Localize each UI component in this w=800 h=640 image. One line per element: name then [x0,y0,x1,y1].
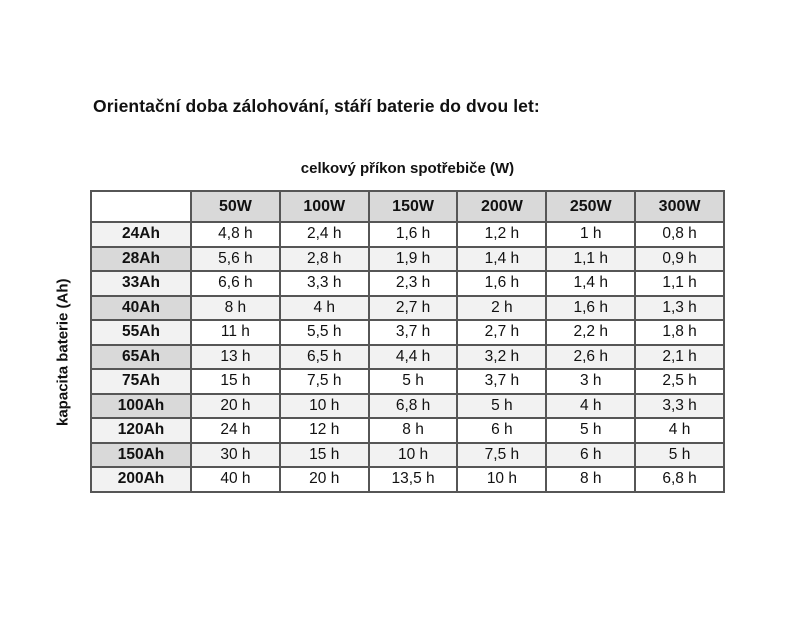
table-cell: 1,6 h [457,271,546,296]
column-header-250w: 250W [546,191,635,222]
table-cell: 5,5 h [280,320,369,345]
table-row [91,418,724,443]
table-cell: 3,3 h [635,394,724,419]
table-cell: 1,1 h [635,271,724,296]
table-cell: 4 h [635,418,724,443]
table-cell: 0,8 h [635,222,724,247]
table-cell: 5,6 h [191,247,280,272]
table-cell: 24 h [191,418,280,443]
row-label: 55Ah [91,320,191,345]
table-cell: 15 h [191,369,280,394]
column-header-200w: 200W [457,191,546,222]
table-cell: 3,2 h [457,345,546,370]
column-header-50w: 50W [191,191,280,222]
table-cell: 40 h [191,467,280,492]
table-cell: 1 h [546,222,635,247]
row-label: 120Ah [91,418,191,443]
table-cell: 12 h [280,418,369,443]
table-cell: 5 h [369,369,458,394]
table-cell: 4 h [546,394,635,419]
table-cell: 5 h [546,418,635,443]
table-cell: 5 h [457,394,546,419]
table-row [91,320,724,345]
table-cell: 3,3 h [280,271,369,296]
table-cell: 2,6 h [546,345,635,370]
table-cell: 1,4 h [457,247,546,272]
column-header-300w: 300W [635,191,724,222]
table-cell: 6,8 h [635,467,724,492]
table-cell: 6 h [457,418,546,443]
table-row [91,271,724,296]
column-header-150w: 150W [369,191,458,222]
table-row [91,394,724,419]
table-cell: 1,9 h [369,247,458,272]
row-label: 28Ah [91,247,191,272]
table-cell: 2,3 h [369,271,458,296]
backup-time-table [90,190,725,493]
table-row [91,467,724,492]
table-cell: 13,5 h [369,467,458,492]
row-label: 150Ah [91,443,191,468]
table-cell: 6,5 h [280,345,369,370]
table-cell: 20 h [280,467,369,492]
row-label: 75Ah [91,369,191,394]
table-row [91,345,724,370]
table-cell: 6,8 h [369,394,458,419]
table-cell: 2,7 h [369,296,458,321]
row-label: 40Ah [91,296,191,321]
table-cell: 2 h [457,296,546,321]
table-cell: 0,9 h [635,247,724,272]
table-cell: 1,2 h [457,222,546,247]
table-cell: 30 h [191,443,280,468]
table-cell: 1,4 h [546,271,635,296]
table-cell: 2,8 h [280,247,369,272]
rows-axis-label: kapacita baterie (Ah) [54,278,72,426]
table-cell: 3,7 h [369,320,458,345]
table-row [91,369,724,394]
table-cell: 2,4 h [280,222,369,247]
column-header-100w: 100W [280,191,369,222]
table-cell: 7,5 h [457,443,546,468]
table-cell: 2,7 h [457,320,546,345]
table-cell: 3,7 h [457,369,546,394]
table-row [91,247,724,272]
table-cell: 11 h [191,320,280,345]
table-cell: 6,6 h [191,271,280,296]
table-cell: 4,4 h [369,345,458,370]
table-cell: 13 h [191,345,280,370]
table-cell: 1,3 h [635,296,724,321]
table-cell: 1,8 h [635,320,724,345]
page-title: Orientační doba zálohování, stáří baterie do dvou let: [93,96,540,116]
table-cell: 2,2 h [546,320,635,345]
table-cell: 4,8 h [191,222,280,247]
row-label: 200Ah [91,467,191,492]
table-cell: 7,5 h [280,369,369,394]
table-row [91,222,724,247]
table-cell: 1,6 h [546,296,635,321]
table-cell: 4 h [280,296,369,321]
corner-cell [91,191,191,222]
table-cell: 2,5 h [635,369,724,394]
table-cell: 3 h [546,369,635,394]
table-row [91,443,724,468]
table-cell: 10 h [457,467,546,492]
table-cell: 20 h [191,394,280,419]
table-cell: 15 h [280,443,369,468]
table-header-row [91,191,724,222]
table-cell: 1,6 h [369,222,458,247]
table-cell: 10 h [280,394,369,419]
table-cell: 2,1 h [635,345,724,370]
table-cell: 5 h [635,443,724,468]
row-label: 33Ah [91,271,191,296]
row-label: 100Ah [91,394,191,419]
row-label: 24Ah [91,222,191,247]
table-cell: 6 h [546,443,635,468]
table-cell: 1,1 h [546,247,635,272]
table-row [91,296,724,321]
row-label: 65Ah [91,345,191,370]
table-cell: 8 h [369,418,458,443]
table-cell: 10 h [369,443,458,468]
table-cell: 8 h [546,467,635,492]
columns-axis-label: celkový příkon spotřebiče (W) [300,160,515,177]
table-cell: 8 h [191,296,280,321]
